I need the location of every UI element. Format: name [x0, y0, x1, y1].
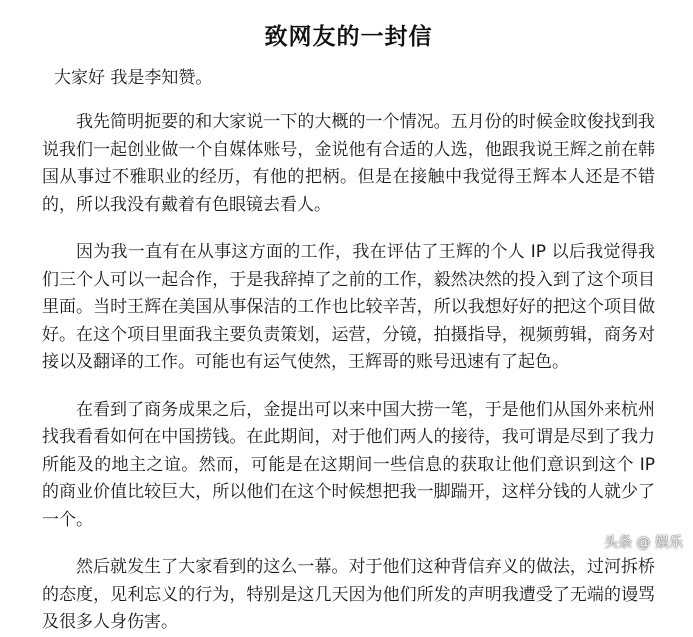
letter-paragraph-3: 在看到了商务成果之后，金提出可以来中国大捞一笔，于是他们从国外来杭州找我看看如何在中国捞钱。在此期间，对于他们两人的接待，我可谓是尽到了我力所能及的地主之谊。然而，可能是在这期间一些信息的获取让他们意识到这个 IP 的商业价值比较巨大，所以他们在这个时候想把我一脚踹开，这样分钱的人就少了一个。 — [42, 399, 655, 530]
letter-paragraph-4: 然后就发生了大家看到的这么一幕。对于他们这种背信弃义的做法，过河拆桥的态度，见利忘义的行为，特别是这几天因为他们所发的声明我遭受了无端的谩骂及很多人身伤害。 — [42, 557, 655, 632]
letter-paragraph-1: 我先简明扼要的和大家说一下的大概的一个情况。五月份的时候金旼俊找到我说我们一起创业做一个自媒体账号，金说他有合适的人选，他跟我说王辉之前在韩国从事过不雅职业的经历，有他的把柄。但是在接触中我觉得王辉本人还是不错的，所以我没有戴着有色眼镜去看人。 — [42, 112, 655, 215]
letter-greeting: 大家好 我是李知赞。 — [54, 68, 213, 88]
letter-title: 致网友的一封信 — [264, 23, 433, 50]
watermark: 头条 @ 娱乐 — [604, 535, 683, 551]
letter-paragraph-2: 因为我一直有在从事这方面的工作，我在评估了王辉的个人 IP 以后我觉得我们三个人可以一起合作，于是我辞掉了之前的工作，毅然决然的投入到了这个项目里面。当时王辉在美国从事保洁的工作也比较辛苦，所以我想好好的把这个项目做好。在这个项目里面我主要负责策划，运营，分镜，拍摄指导，视频剪辑，商务对接以及翻译的工作。可能也有运气使然，王辉哥的账号迅速有了起色。 — [42, 242, 655, 372]
